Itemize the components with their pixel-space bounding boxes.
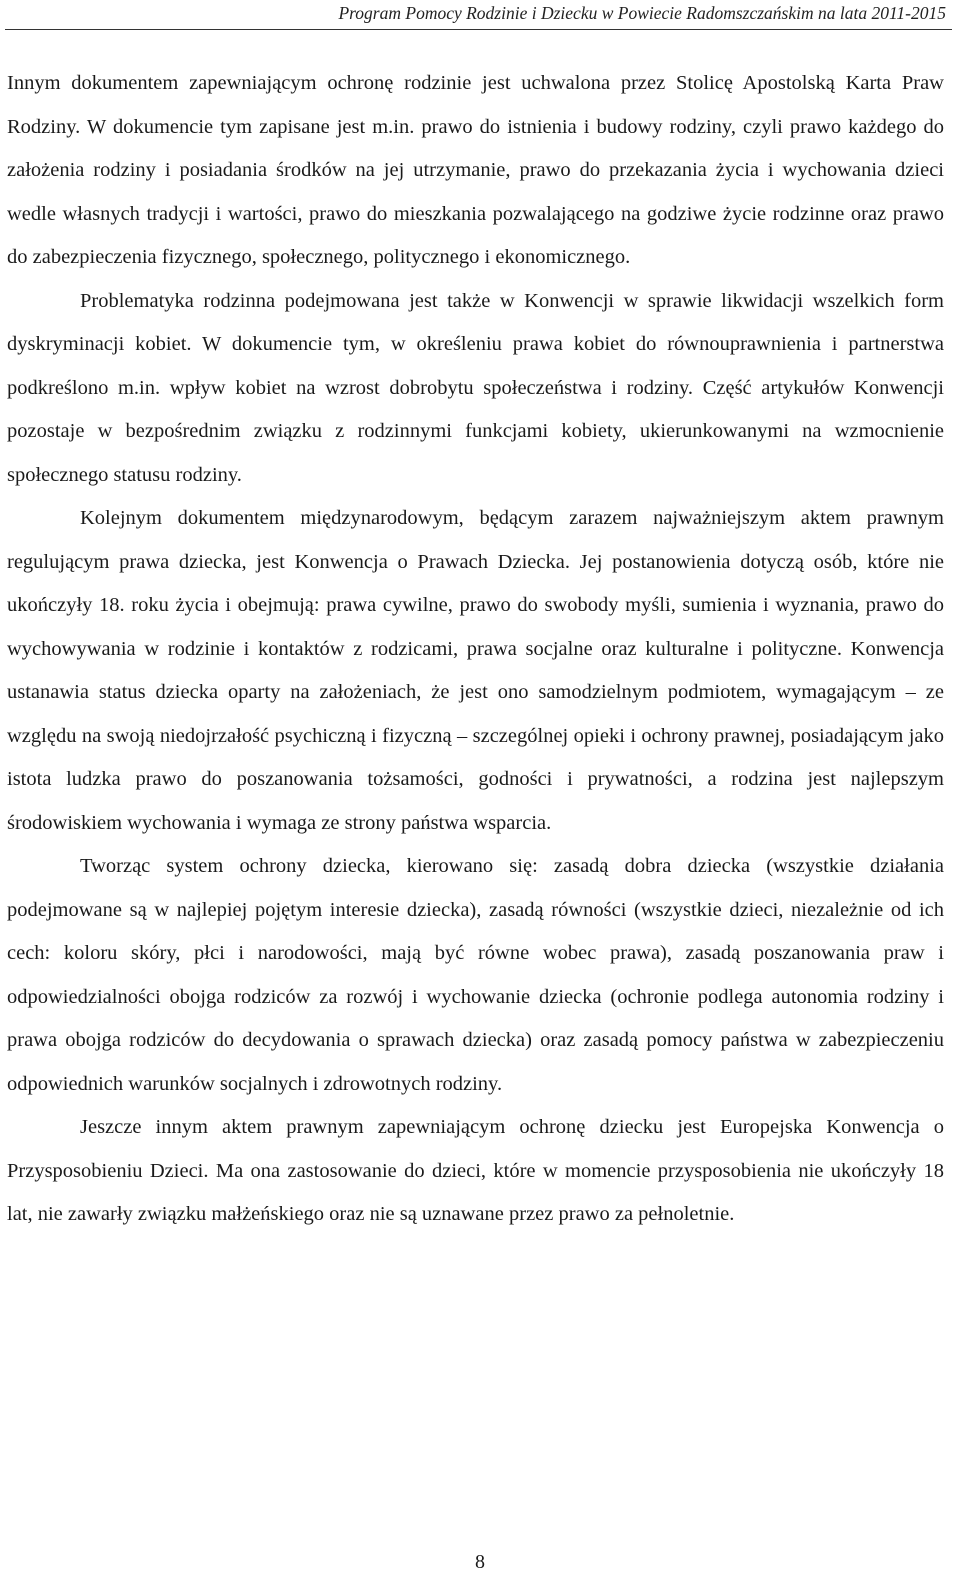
document-body: [7, 62, 944, 1237]
paragraph-system-ochrony-dziecka: Tworząc system ochrony dziecka, kierowano się: zasadą dobra dziecka (wszystkie działania podejmowane są w najlepiej pojętym interesie dziecka), zasadą równości (wszystkie dzieci, niezależnie od ich cech: koloru skóry, płci i narodowości, mają być równe wobec prawa), zasadą poszanowania praw i odpowiedzialności obojga rodziców za rozwój i wychowanie dziecka (ochronie podlega autonomia rodziny i prawa obojga rodziców do decydowania o sprawach dziecka) oraz zasadą pomocy państwa w zabezpieczeniu odpowiednich warunków socjalnych i zdrowotnych rodziny.: [7, 855, 944, 1095]
paragraph-konwencja-o-prawach-dziecka: Kolejnym dokumentem międzynarodowym, będącym zarazem najważniejszym aktem prawnym regulującym prawa dziecka, jest Konwencja o Prawach Dziecka. Jej postanowienia dotyczą osób, które nie ukończyły 18. roku życia i obejmują: prawa cywilne, prawo do swobody myśli, sumienia i wyznania, prawo do wychowywania w rodzinie i kontaktów z rodzicami, prawa socjalne oraz kulturalne i polityczne. Konwencja ustanawia status dziecka oparty na założeniach, że jest ono samodzielnym podmiotem, wymagającym – ze względu na swoją niedojrzałość psychiczną i fizyczną – szczególnej opieki i ochrony prawnej, posiadającym jako istota ludzka prawo do poszanowania tożsamości, godności i prywatności, a rodzina jest najlepszym środowiskiem wychowania i wymaga ze strony państwa wsparcia.: [7, 507, 944, 834]
page-number: 8: [475, 1551, 485, 1573]
header-divider: [5, 29, 952, 30]
paragraph-konwencja-kobiet: Problematyka rodzinna podejmowana jest także w Konwencji w sprawie likwidacji wszelkich form dyskryminacji kobiet. W dokumencie tym, w określeniu prawa kobiet do równouprawnienia i partnerstwa podkreślono m.in. wpływ kobiet na wzrost dobrobytu społeczeństwa i rodziny. Część artykułów Konwencji pozostaje w bezpośrednim związku z rodzinnymi funkcjami kobiety, ukierunkowanymi na wzmocnienie społecznego statusu rodziny.: [7, 289, 944, 486]
paragraph-karta-praw-rodziny: Innym dokumentem zapewniającym ochronę rodzinie jest uchwalona przez Stolicę Apostolską Karta Praw Rodziny. W dokumencie tym zapisane jest m.in. prawo do istnienia i budowy rodziny, czyli prawo każdego do założenia rodziny i posiadania środków na jej utrzymanie, prawo do przekazania życia i wychowania dzieci wedle własnych tradycji i wartości, prawo do mieszkania pozwalającego na godziwe życie rodzinne oraz prawo do zabezpieczenia fizycznego, społecznego, politycznego i ekonomicznego.: [7, 72, 944, 268]
running-header-title: Program Pomocy Rodzinie i Dziecku w Powiecie Radomszczańskim na lata 2011-2015: [338, 3, 946, 23]
running-header: [0, 0, 960, 31]
paragraph-konwencja-o-przysposobieniu: Jeszcze innym aktem prawnym zapewniającym ochronę dziecku jest Europejska Konwencja o Przysposobieniu Dzieci. Ma ona zastosowanie do dzieci, które w momencie przysposobienia nie ukończyły 18 lat, nie zawarły związku małżeńskiego oraz nie są uznawane przez prawo za pełnoletnie.: [7, 1116, 944, 1225]
